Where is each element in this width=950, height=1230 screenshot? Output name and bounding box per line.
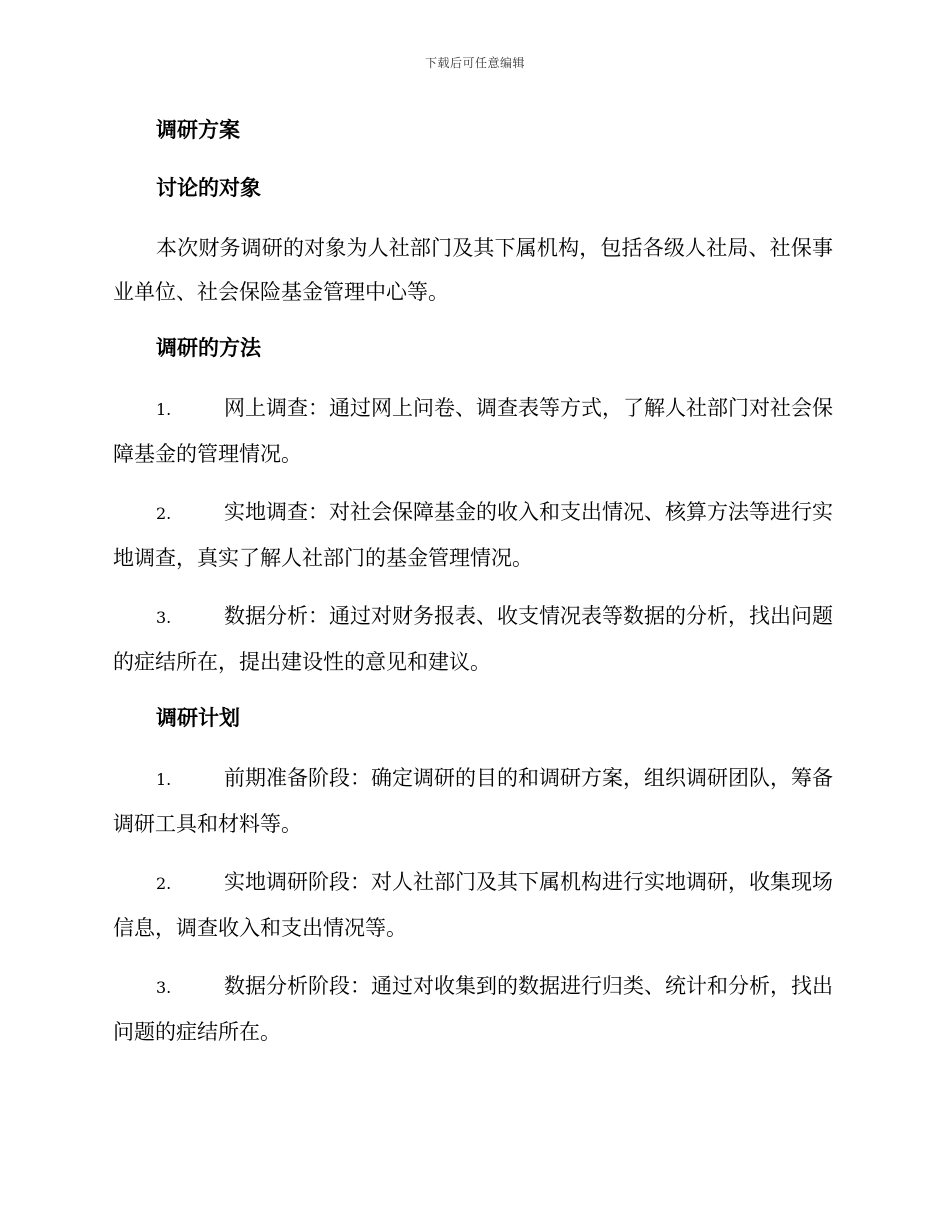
list-item-text: 数据分析阶段：通过对收集到的数据进行归类、统计和分析，找出问题的症结所在。 <box>113 974 833 1044</box>
list-item <box>113 490 833 580</box>
header-note: 下载后可任意编辑 <box>424 56 525 70</box>
list-item <box>113 594 833 684</box>
section-heading-plan: 调研计划 <box>156 706 240 730</box>
list-item-text: 实地调查：对社会保障基金的收入和支出情况、核算方法等进行实地调查，真实了解人社部门的基金管理情况。 <box>113 500 833 570</box>
list-item-number: 2. <box>156 504 172 523</box>
list-item-number: 3. <box>156 978 172 997</box>
section-paragraph-objects: 本次财务调研的对象为人社部门及其下属机构，包括各级人社局、社保事业单位、社会保险基金管理中心等。 <box>113 236 833 304</box>
document-title: 调研方案 <box>156 118 240 142</box>
list-item <box>113 756 833 846</box>
list-item-number: 3. <box>156 608 172 627</box>
list-item <box>113 964 833 1054</box>
list-item-text: 网上调查：通过网上问卷、调查表等方式，了解人社部门对社会保障基金的管理情况。 <box>113 396 833 466</box>
list-item-text: 数据分析：通过对财务报表、收支情况表等数据的分析，找出问题的症结所在，提出建设性的意见和建议。 <box>113 604 833 674</box>
list-item-text: 实地调研阶段：对人社部门及其下属机构进行实地调研，收集现场信息，调查收入和支出情况等。 <box>113 870 833 940</box>
section-heading-objects: 讨论的对象 <box>156 176 261 200</box>
list-item <box>113 860 833 950</box>
section-heading-methods: 调研的方法 <box>156 336 261 360</box>
list-item-number: 1. <box>156 770 172 789</box>
document-body <box>113 110 833 1068</box>
list-item-number: 2. <box>156 874 172 893</box>
list-item-text: 前期准备阶段：确定调研的目的和调研方案，组织调研团队，筹备调研工具和材料等。 <box>113 766 833 836</box>
list-item-number: 1. <box>156 400 172 419</box>
list-item <box>113 386 833 476</box>
